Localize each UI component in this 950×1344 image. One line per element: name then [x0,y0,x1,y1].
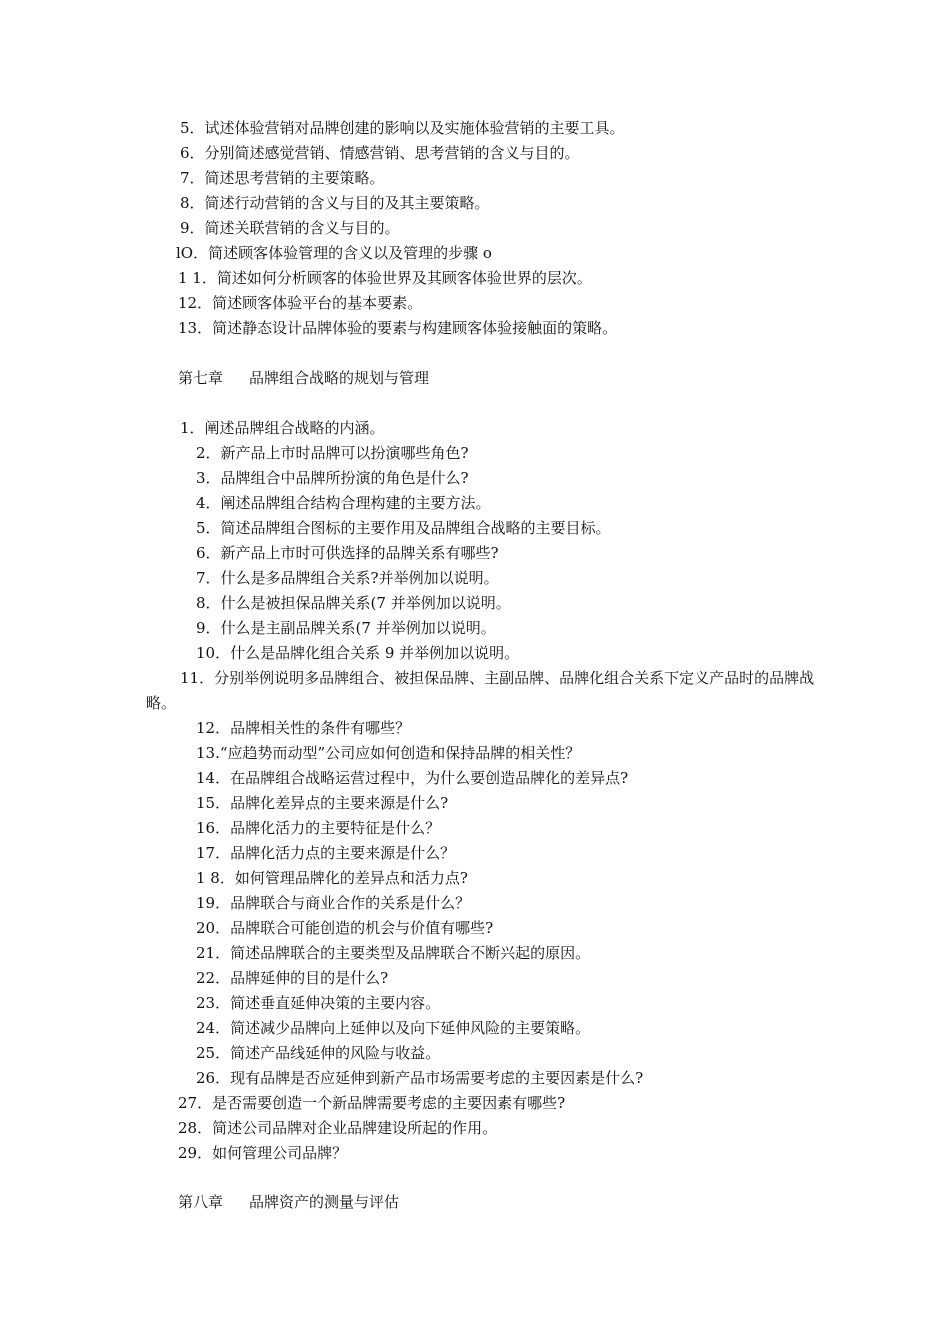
question-item: 26．现有品牌是否应延伸到新产品市场需要考虑的主要因素是什么? [196,1069,644,1087]
question-item: 1 8．如何管理品牌化的差异点和活力点? [196,869,468,887]
question-item: 25．简述产品线延伸的风险与收益。 [196,1044,441,1062]
question-item: 15．品牌化差异点的主要来源是什么? [196,794,449,812]
question-item: 12．简述顾客体验平台的基本要素。 [178,294,423,312]
question-item: 7．简述思考营销的主要策略。 [180,169,385,187]
question-item: 3．品牌组合中品牌所扮演的角色是什么? [196,469,469,487]
question-item: 6．分别简述感觉营销、情感营销、思考营销的含义与目的。 [180,144,580,162]
question-item: 20．品牌联合可能创造的机会与价值有哪些? [196,919,494,937]
question-item: 4．阐述品牌组合结构合理构建的主要方法。 [196,494,491,512]
question-item: 19．品牌联合与商业合作的关系是什么？ [196,894,471,912]
question-item: 21．简述品牌联合的主要类型及品牌联合不断兴起的原因。 [196,944,591,962]
question-item: 29．如何管理公司品牌？ [178,1144,348,1162]
question-item: 13.“应趋势而动型”公司应如何创造和保持品牌的相关性？ [196,744,581,762]
question-item: 12．品牌相关性的条件有哪些？ [196,719,411,737]
question-item: 16．品牌化活力的主要特征是什么？ [196,819,441,837]
question-item: 17．品牌化活力点的主要来源是什么？ [196,844,456,862]
question-item: 1．阐述品牌组合战略的内涵。 [180,419,385,437]
question-item: 28．简述公司品牌对企业品牌建设所起的作用。 [178,1119,498,1137]
question-item: 5．试述体验营销对品牌创建的影响以及实施体验营销的主要工具。 [180,119,625,137]
question-item: 14．在品牌组合战略运营过程中，为什么要创造品牌化的差异点? [196,769,629,787]
question-item: 5．简述品牌组合图标的主要作用及品牌组合战略的主要目标。 [196,519,611,537]
question-item: 8．什么是被担保品牌关系(7 并举例加以说明。 [196,594,511,612]
question-item: lO．简述顾客体验管理的含义以及管理的步骤 o [176,244,492,262]
question-item: 6．新产品上市时可供选择的品牌关系有哪些? [196,544,499,562]
chapter-title: 品牌资产的测量与评估 [249,1193,400,1211]
question-item: 23．简述垂直延伸决策的主要内容。 [196,994,441,1012]
question-item: 8．简述行动营销的含义与目的及其主要策略。 [180,194,490,212]
question-item: 27．是否需要创造一个新品牌需要考虑的主要因素有哪些? [178,1094,566,1112]
chapter-number: 第八章 [178,1193,224,1211]
question-item: 13．简述静态设计品牌体验的要素与构建顾客体验接触面的策略。 [178,319,618,337]
question-item: 1 1．简述如何分析顾客的体验世界及其顾客体验世界的层次。 [178,269,592,287]
question-item: 9．什么是主副品牌关系(7 并举例加以说明。 [196,619,496,637]
question-item: 10．什么是品牌化组合关系 9 并举例加以说明。 [196,644,520,662]
question-item: 9．简述关联营销的含义与目的。 [180,219,400,237]
chapter-number: 第七章 [178,369,224,387]
chapter-title: 品牌组合战略的规划与管理 [249,369,430,387]
chapter-heading [178,1192,399,1212]
question-item: 11．分别举例说明多品牌组合、被担保品牌、主副品牌、品牌化组合关系下定义产品时的品牌战略。 [146,669,815,712]
question-item: 24．简述减少品牌向上延伸以及向下延伸风险的主要策略。 [196,1019,591,1037]
chapter-heading [178,368,429,388]
question-item: 2．新产品上市时品牌可以扮演哪些角色? [196,444,469,462]
question-item: 22．品牌延伸的目的是什么? [196,969,389,987]
question-item: 7．什么是多品牌组合关系?并举例加以说明。 [196,569,499,587]
